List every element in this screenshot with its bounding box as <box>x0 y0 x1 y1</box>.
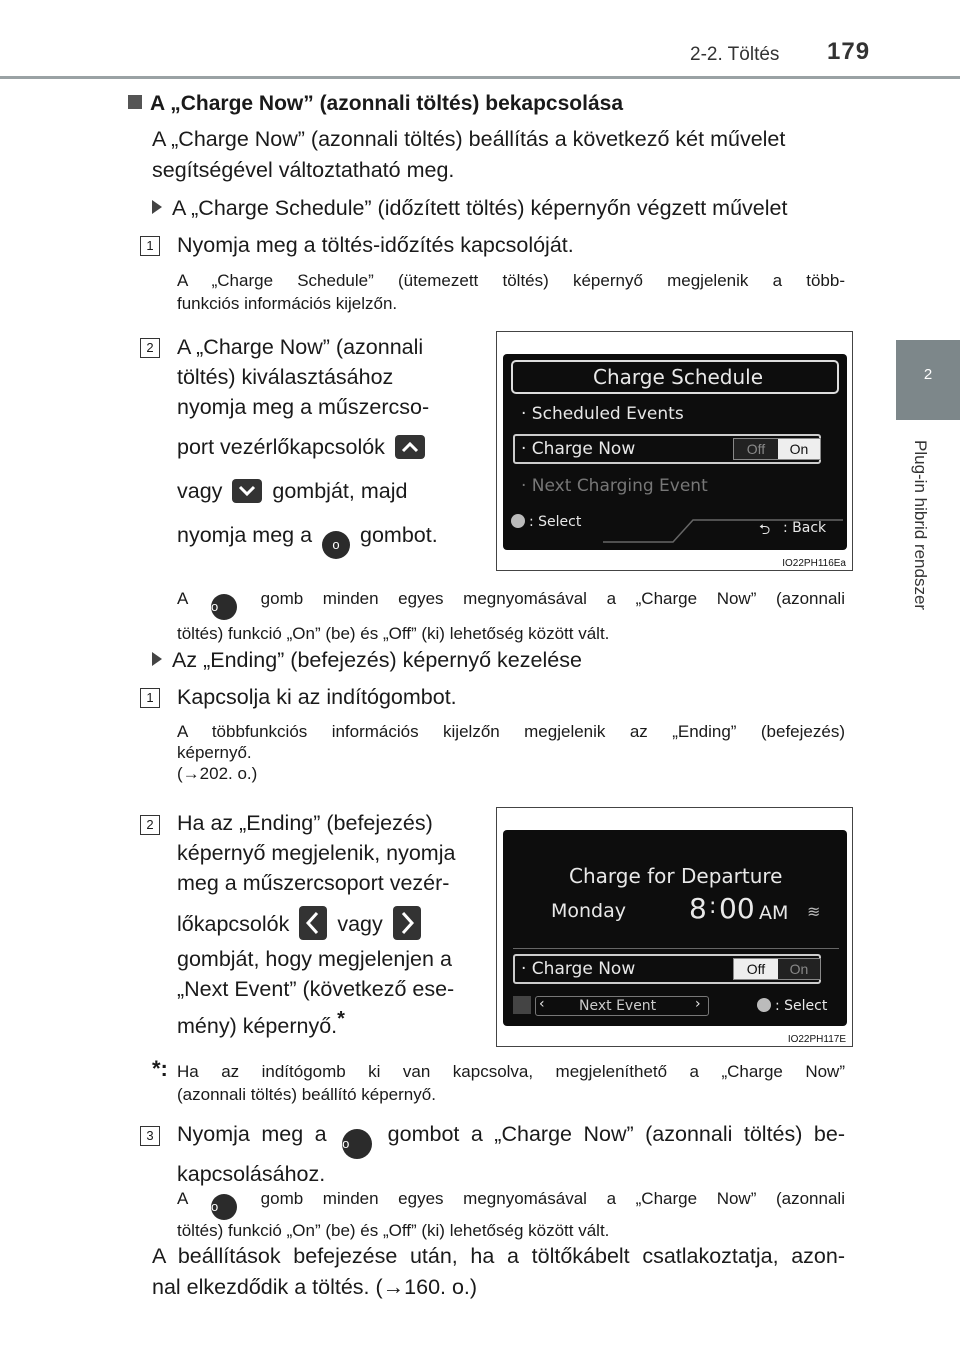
select-hint: : Select <box>529 514 582 530</box>
step-number: 1 <box>140 688 160 708</box>
header-divider <box>0 76 960 79</box>
step-2-text: Ha az „Ending” (befejezés) képernyő megjelenik, nyomja meg a műszercsoport vezér- lőkapcsolók vagy gombját, hogy megjelenjen a „Next Event” (következő ese- mény) képernyő.* <box>177 811 456 1039</box>
charge-now-toggle: Off On <box>733 438 821 460</box>
intro-line-2: segítségével változtatható meg. <box>152 158 455 182</box>
menu-scheduled-events: · Scheduled Events <box>521 404 684 424</box>
footnote-mark: *: <box>152 1056 168 1081</box>
back-arrow-icon: ⮌ <box>759 522 771 538</box>
step-number: 2 <box>140 815 160 835</box>
step-2-text: A „Charge Now” (azonnali töltés) kiválasztásához nyomja meg a műszercso- port vezérlőkapcsolók vagy gombját, majd nyomja meg a o gombot. <box>177 332 438 559</box>
footnote-text: Ha az indítógomb ki van kapcsolva, megjeleníthető a „Charge Now” (azonnali töltés) beállító képernyő. <box>177 1062 845 1104</box>
image-id: IO22PH117E <box>787 1034 846 1045</box>
chapter-title: Plug-in hibrid rendszer <box>911 440 930 611</box>
screen-title: Charge for Departure <box>569 864 783 888</box>
image-id: IO22PH116Ea <box>782 558 846 569</box>
fan-icon: ≋ <box>807 902 821 921</box>
subsection-2-title: Az „Ending” (befejezés) képernyő kezelése <box>152 645 582 676</box>
menu-charge-now: · Charge Now <box>521 439 636 459</box>
charge-now-toggle: Off On <box>733 958 821 980</box>
chevron-up-key-icon <box>395 435 425 459</box>
status-square-icon <box>513 996 531 1014</box>
header-section: 2-2. Töltés <box>690 44 780 65</box>
right-arrow-icon: › <box>695 996 701 1012</box>
step-number: 2 <box>140 338 160 358</box>
subsection-1-title: A „Charge Schedule” (időzített töltés) képernyőn végzett művelet <box>152 193 787 224</box>
next-event-label: Next Event <box>579 998 657 1014</box>
display-screen <box>503 830 847 1026</box>
square-bullet-icon <box>128 95 142 109</box>
step-3-text: Nyomja meg a o gombot a „Charge Now” (azonnali töltés) be- kapcsolásához. <box>177 1122 845 1186</box>
step-note: A többfunkciós információs kijelzőn megjelenik az „Ending” (befejezés) képernyő. (→202. o.) <box>177 722 845 783</box>
step-number: 3 <box>140 1126 160 1146</box>
left-arrow-icon: ‹ <box>539 996 545 1012</box>
page-number: 179 <box>827 38 871 65</box>
divider <box>513 948 839 949</box>
step-number: 1 <box>140 236 160 256</box>
chapter-tab: 2 <box>896 340 960 420</box>
ok-button-icon: o <box>322 531 350 559</box>
step-note: A „Charge Schedule” (ütemezett töltés) képernyő megjelenik a több- funkciós információs kijelzőn. <box>177 271 845 313</box>
note-toggle: A o gomb minden egyes megnyomásával a „Charge Now” (azonnali töltés) funkció „On” (be) és „Off” (ki) lehetőség között vált. <box>177 589 845 643</box>
chevron-left-key-icon <box>299 906 327 940</box>
triangle-bullet-icon <box>152 652 162 666</box>
menu-next-charging-event: · Next Charging Event <box>521 476 708 496</box>
chevron-down-key-icon <box>232 479 262 503</box>
time-minute: 00 <box>719 892 755 925</box>
display-screen <box>503 354 847 550</box>
step-text: Kapcsolja ki az indítógombot. <box>177 685 457 709</box>
intro-line-1: A „Charge Now” (azonnali töltés) beállítás a következő két művelet <box>152 127 786 151</box>
back-hint: : Back <box>783 520 827 536</box>
section-heading: A „Charge Now” (azonnali töltés) bekapcsolása <box>128 92 623 116</box>
screen-title: Charge Schedule <box>593 365 764 389</box>
day-label: Monday <box>551 900 627 922</box>
triangle-bullet-icon <box>152 200 162 214</box>
time-ampm: AM <box>759 902 789 924</box>
ok-button-icon: o <box>211 1194 237 1220</box>
step-text: Nyomja meg a töltés-időzítés kapcsolóját. <box>177 233 574 257</box>
ok-button-icon: o <box>342 1129 372 1159</box>
time-separator: : <box>709 894 717 919</box>
screenshot-charge-for-departure <box>496 807 853 1047</box>
dial-icon <box>757 998 771 1012</box>
ok-button-icon: o <box>211 594 237 620</box>
menu-charge-now: · Charge Now <box>521 959 636 979</box>
select-hint: : Select <box>775 998 828 1014</box>
screenshot-charge-schedule <box>496 331 853 571</box>
dial-icon <box>511 514 525 528</box>
note-toggle: A o gomb minden egyes megnyomásával a „Charge Now” (azonnali töltés) funkció „On” (be) és „Off” (ki) lehetőség között vált. <box>177 1189 845 1240</box>
chevron-right-key-icon <box>393 906 421 940</box>
final-paragraph: A beállítások befejezése után, ha a töltőkábelt csatlakoztatja, azon- nal elkezdődik a töltés. (→160. o.) <box>152 1244 845 1299</box>
time-hour: 8 <box>689 892 707 925</box>
